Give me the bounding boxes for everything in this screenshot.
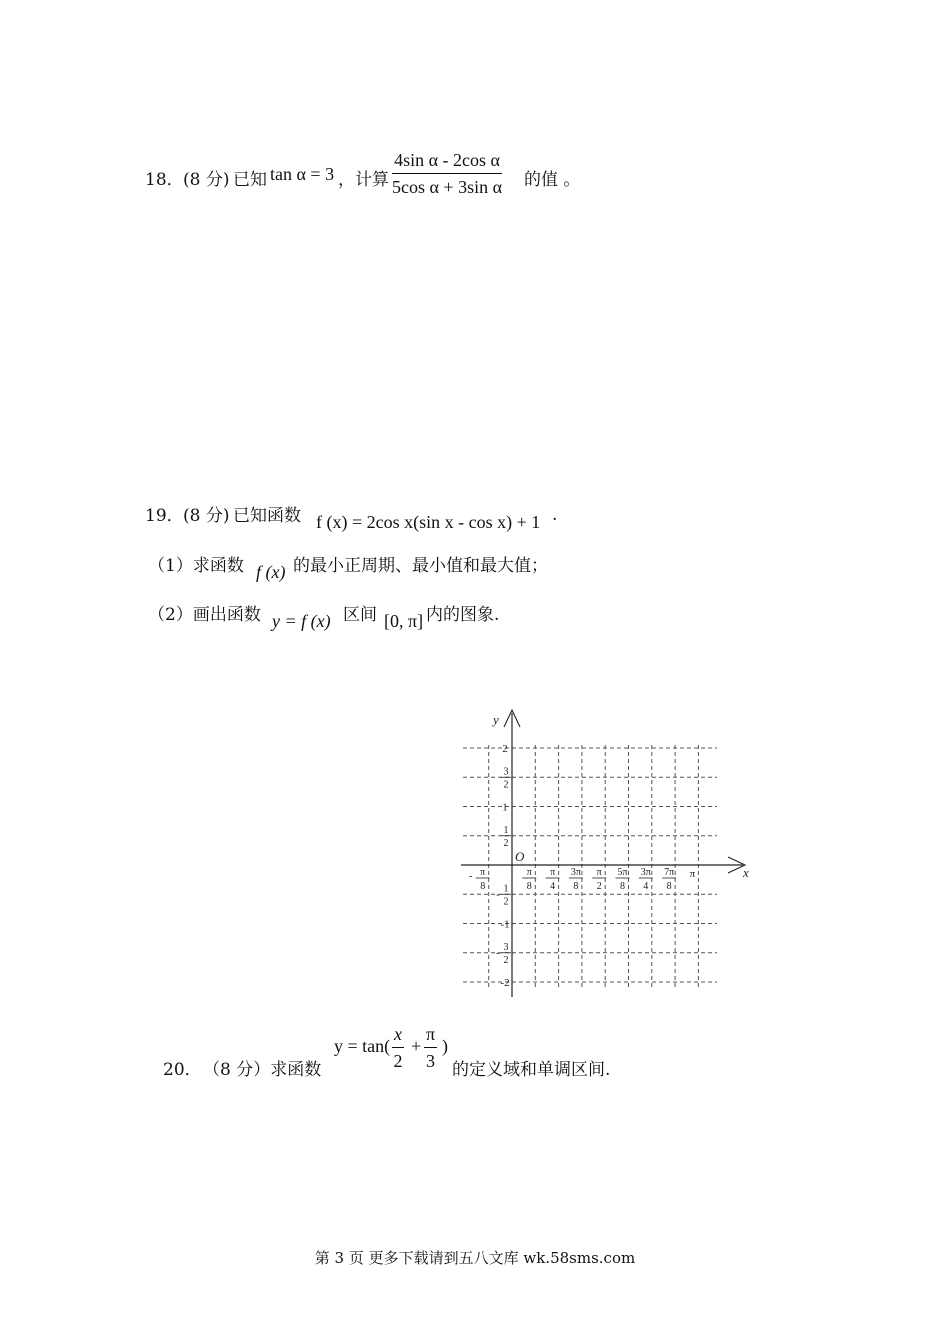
q18-compute-text: ，计算 [338, 170, 389, 190]
x-tick-numerator: π [550, 867, 556, 878]
page-footer: 第 3 页 更多下载请到五八文库 wk.58sms.com [314, 1249, 636, 1267]
x-tick-denominator: 2 [596, 881, 602, 892]
q20-frac2-den: 3 [426, 1051, 436, 1071]
y-tick-sign: - [496, 888, 500, 901]
q19-part2-interval: [0, π] [384, 611, 424, 631]
y-tick-denominator: 2 [503, 896, 509, 908]
y-tick-denominator: 2 [503, 954, 509, 966]
grid-lines [463, 745, 717, 987]
q19-part1-math: f (x) [256, 562, 286, 582]
x-tick-denominator: 4 [643, 881, 649, 892]
y-tick-label: -1 [500, 918, 510, 931]
x-tick-numerator: 5π [617, 867, 628, 878]
y-tick-labels [496, 743, 511, 989]
q18-number: 18． [145, 170, 184, 190]
q18-fraction-denominator: 5cos α + 3sin α [392, 177, 503, 197]
coordinate-grid [455, 705, 765, 1005]
x-tick-denominator: 4 [550, 881, 556, 892]
q18-score: (8 分) [183, 170, 230, 190]
y-tick-sign: - [496, 946, 500, 959]
q20-func-suffix: ) [442, 1036, 448, 1056]
q20-plus: + [411, 1036, 422, 1056]
y-tick-numerator: 1 [503, 883, 509, 895]
x-tick-denominator: 8 [620, 881, 625, 892]
x-tick-sign: - [468, 870, 473, 882]
q19-part2-label: （2）画出函数 [148, 605, 261, 625]
y-tick-label: 2 [502, 743, 508, 755]
x-tick-denominator: 8 [573, 881, 579, 892]
y-tick-label: 1 [502, 801, 508, 814]
q20-fraction-x-over-2 [392, 1024, 404, 1072]
x-tick-numerator: π [526, 867, 532, 878]
x-tick-label: π [689, 868, 696, 880]
q18-given-math: tan α = 3 [270, 164, 335, 184]
q18-given-text: 已知 [233, 170, 267, 190]
q19-part2-text2: 内的图象. [426, 605, 500, 625]
q19-function-math: f (x) = 2cos x(sin x - cos x) + 1 [316, 512, 541, 532]
q19-part1-label: （1）求函数 [148, 556, 244, 576]
q18-fraction [392, 150, 502, 198]
q20-frac1-den: 2 [393, 1051, 403, 1071]
y-tick-numerator: 3 [503, 766, 509, 778]
y-tick-denominator: 2 [503, 779, 509, 791]
q20-tail-text: 的定义域和单调区间. [452, 1060, 611, 1080]
x-tick-denominator: 8 [480, 881, 486, 892]
x-axis-label: x [743, 865, 749, 880]
origin-label: O [515, 849, 525, 864]
y-tick-numerator: 3 [503, 941, 509, 953]
q19-number: 19． [145, 506, 184, 526]
q19-part2-text1: 区间 [343, 605, 377, 625]
x-tick-denominator: 8 [526, 881, 532, 892]
q18-fraction-numerator: 4sin α - 2cos α [392, 150, 502, 174]
y-tick-numerator: 1 [503, 824, 509, 836]
q20-frac2-num: π [424, 1024, 437, 1048]
q20-frac1-num: x [392, 1024, 404, 1048]
q20-score: （8 分）求函数 [203, 1060, 322, 1080]
q19-intro-text: 已知函数 [233, 506, 301, 526]
x-tick-numerator: 3π [570, 867, 581, 878]
x-tick-numerator: 3π [640, 867, 651, 878]
q20-func-prefix: y = tan( [334, 1036, 391, 1056]
x-tick-numerator: 7π [664, 867, 675, 878]
q20-number: 20． [163, 1060, 202, 1080]
y-axis-label: y [493, 712, 499, 727]
q20-fraction-pi-over-3 [424, 1024, 437, 1072]
q19-part2-math: y = f (x) [272, 611, 331, 631]
x-tick-numerator: π [596, 867, 602, 878]
q19-score: (8 分) [183, 506, 230, 526]
q19-end-mark: . [552, 505, 558, 525]
y-tick-denominator: 2 [503, 837, 509, 849]
x-tick-denominator: 8 [666, 881, 672, 892]
q18-tail-text: 的值 。 [524, 170, 581, 190]
y-tick-label: -2 [500, 977, 510, 989]
x-tick-numerator: π [480, 867, 486, 878]
q19-part1-text: 的最小正周期、最小值和最大值； [293, 556, 548, 576]
